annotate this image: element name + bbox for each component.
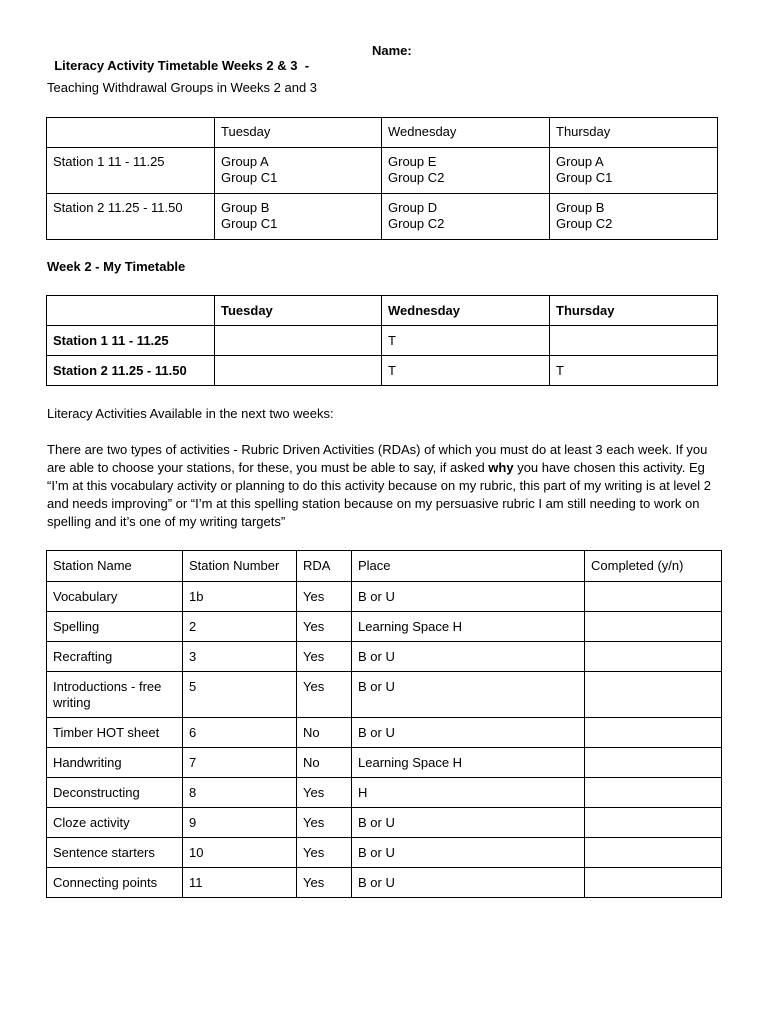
rda-cell: No [297,748,352,778]
table-header-cell: Completed (y/n) [585,551,722,582]
group-line: Group E [388,154,437,169]
place-cell: B or U [352,718,585,748]
completed-cell[interactable] [585,868,722,898]
group-line: Group C1 [556,170,613,185]
activities-intro: Literacy Activities Available in the next two weeks: [47,406,334,421]
rda-cell: Yes [297,642,352,672]
station-number-cell: 1b [183,582,297,612]
timetable-cell: T [382,326,550,356]
rda-cell: Yes [297,672,352,718]
group-line: Group B [221,200,270,215]
group-line: Group C2 [556,216,613,231]
place-cell: B or U [352,642,585,672]
table-header-cell: Station Number [183,551,297,582]
place-cell: B or U [352,868,585,898]
paragraph-text: you have chosen this activity. Eg “I’m at this vocabulary activity or planning to do this activity because on my rubric, this part of my writing is at level 2 and needs improving” or “I’m at this spelling station because on my persuasive rubric I am still needing to work on spelling and it’s one of my writing targets” [47,460,711,529]
group-line: Group C2 [388,170,445,185]
table-row [47,718,722,748]
group-line: Group C1 [221,170,278,185]
station-cell: Station 1 11 - 11.25 [47,326,215,356]
name-label: Name: [372,43,412,58]
station-name-cell: Deconstructing [47,778,183,808]
station-name-cell: Connecting points [47,868,183,898]
station-number-cell: 2 [183,612,297,642]
table-row [47,148,718,194]
table-row [47,356,718,386]
rda-cell: Yes [297,868,352,898]
table-header-row [47,551,722,582]
timetable-cell: T [382,356,550,386]
group-line: Group D [388,200,438,215]
completed-cell[interactable] [585,612,722,642]
station-name-cell: Introductions - free writing [47,672,183,718]
completed-cell[interactable] [585,808,722,838]
station-number-cell: 3 [183,642,297,672]
table-header-cell: Tuesday [215,296,382,326]
station-number-cell: 9 [183,808,297,838]
rda-cell: Yes [297,612,352,642]
completed-cell[interactable] [585,582,722,612]
station-number-cell: 6 [183,718,297,748]
rda-cell: Yes [297,838,352,868]
group-line: Group A [221,154,269,169]
stations-table [46,550,722,898]
place-cell: Learning Space H [352,612,585,642]
rda-cell: Yes [297,778,352,808]
place-cell: Learning Space H [352,748,585,778]
paragraph-emphasis: why [488,460,514,475]
station-name-cell: Cloze activity [47,808,183,838]
table-row [47,778,722,808]
group-line: Group A [556,154,604,169]
timetable-cell [215,356,382,386]
groups-cell [215,148,382,194]
completed-cell[interactable] [585,642,722,672]
table-row [47,748,722,778]
rda-cell: Yes [297,808,352,838]
group-line: Group C2 [388,216,445,231]
place-cell: B or U [352,582,585,612]
rda-cell: No [297,718,352,748]
table-header-cell: RDA [297,551,352,582]
station-cell: Station 2 11.25 - 11.50 [47,356,215,386]
instructions-paragraph [47,441,727,531]
completed-cell[interactable] [585,672,722,718]
table-header-cell: Tuesday [215,118,382,148]
station-number-cell: 10 [183,838,297,868]
table-header-cell: Thursday [550,296,718,326]
table-header-cell: Thursday [550,118,718,148]
table-header-cell: Wednesday [382,118,550,148]
groups-cell [382,148,550,194]
place-cell: H [352,778,585,808]
completed-cell[interactable] [585,778,722,808]
table-row [47,642,722,672]
table-row [47,838,722,868]
station-name-cell: Timber HOT sheet [47,718,183,748]
paragraph-text: There are two types of activities - Rubric Driven Activities (RDAs) of which you must do at least 3 each week. If you are able to choose your stations, for these, you must be able to say, if asked [47,442,708,475]
place-cell: B or U [352,672,585,718]
table-row [47,582,722,612]
table-header-cell [47,296,215,326]
table-header-cell: Place [352,551,585,582]
withdrawal-groups-table [46,117,718,240]
groups-cell [382,194,550,240]
title-text: Literacy Activity Timetable Weeks 2 & 3 - [54,58,310,73]
groups-cell [550,148,718,194]
station-name-cell: Spelling [47,612,183,642]
station-number-cell: 11 [183,868,297,898]
station-cell: Station 1 11 - 11.25 [47,148,215,194]
place-cell: B or U [352,808,585,838]
table-row [47,612,722,642]
table-row [47,326,718,356]
completed-cell[interactable] [585,838,722,868]
table-header-row [47,296,718,326]
table-header-row [47,118,718,148]
timetable-cell: T [550,356,718,386]
table-row [47,868,722,898]
station-number-cell: 8 [183,778,297,808]
place-cell: B or U [352,838,585,868]
rda-cell: Yes [297,582,352,612]
completed-cell[interactable] [585,718,722,748]
station-name-cell: Handwriting [47,748,183,778]
timetable-cell [215,326,382,356]
table-header-cell: Wednesday [382,296,550,326]
groups-cell [550,194,718,240]
week2-heading: Week 2 - My Timetable [47,259,186,274]
timetable-cell [550,326,718,356]
withdrawal-groups-heading: Teaching Withdrawal Groups in Weeks 2 and 3 [47,80,318,95]
my-timetable-table [46,295,718,386]
station-number-cell: 7 [183,748,297,778]
group-line: Group C1 [221,216,278,231]
station-name-cell: Vocabulary [47,582,183,612]
station-cell: Station 2 11.25 - 11.50 [47,194,215,240]
station-name-cell: Recrafting [47,642,183,672]
table-row [47,808,722,838]
completed-cell[interactable] [585,748,722,778]
groups-cell [215,194,382,240]
table-header-cell: Station Name [47,551,183,582]
station-number-cell: 5 [183,672,297,718]
table-row [47,672,722,718]
station-name-cell: Sentence starters [47,838,183,868]
table-row [47,194,718,240]
table-header-cell [47,118,215,148]
group-line: Group B [556,200,605,215]
